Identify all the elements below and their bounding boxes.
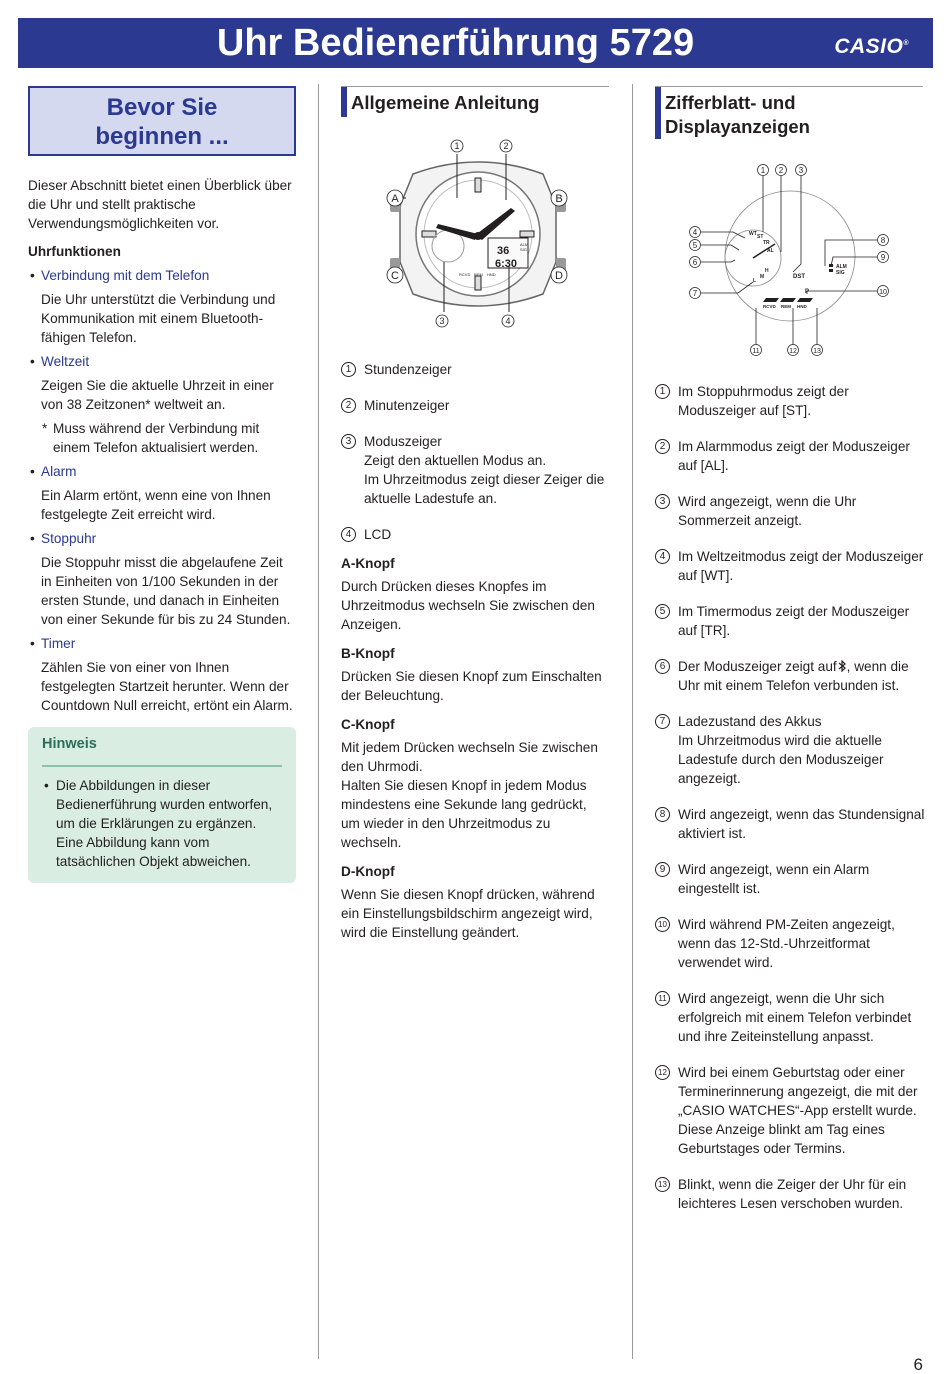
registered-mark: ® bbox=[903, 40, 909, 47]
feature-title: • Weltzeit bbox=[28, 352, 296, 371]
dial-m: M bbox=[760, 274, 765, 280]
button-desc bbox=[341, 554, 609, 634]
number-badge: 3 bbox=[655, 494, 670, 509]
feature-item bbox=[28, 529, 296, 629]
feature-item bbox=[28, 352, 296, 457]
hinweis-title: Hinweis bbox=[42, 735, 282, 767]
lcd-time: 6:30 bbox=[495, 258, 518, 270]
number-badge: 8 bbox=[655, 807, 670, 822]
number-badge: 2 bbox=[655, 439, 670, 454]
button-label-a: A bbox=[391, 193, 399, 205]
item-text: Im Alarmmodus zeigt der Moduszeiger auf [AL]. bbox=[678, 439, 910, 473]
number-badge: 13 bbox=[655, 1177, 670, 1192]
lcd-sig: SIG bbox=[520, 247, 527, 252]
feature-item bbox=[28, 634, 296, 715]
note-star: * bbox=[42, 421, 48, 436]
feature-item bbox=[28, 266, 296, 347]
button-label-b: B bbox=[555, 193, 563, 205]
feature-desc: Die Uhr unterstützt die Verbindung und Kommunikation mit einem Bluetooth-fähigen Telefon. bbox=[41, 292, 276, 345]
numbered-item bbox=[655, 382, 925, 420]
bluetooth-icon bbox=[838, 660, 846, 672]
feature-title: • Stoppuhr bbox=[28, 529, 296, 548]
item-text: Im Timermodus zeigt der Moduszeiger auf [TR]. bbox=[678, 604, 910, 638]
button-desc bbox=[341, 644, 609, 705]
callout-1: 1 bbox=[454, 141, 460, 151]
casio-logo bbox=[834, 34, 909, 56]
button-desc bbox=[341, 715, 609, 852]
numbered-item bbox=[655, 1063, 925, 1158]
callout-1: 1 bbox=[760, 166, 766, 175]
item-text: Wird angezeigt, wenn die Uhr Sommerzeit anzeigt. bbox=[678, 494, 857, 528]
button-text: Mit jedem Drücken wechseln Sie zwischen den Uhrmodi. bbox=[341, 740, 598, 774]
column-allgemeine-anleitung bbox=[341, 350, 609, 942]
sig-label: SIG bbox=[836, 270, 845, 276]
hnd-label: HND bbox=[797, 304, 807, 309]
button-label-d: D bbox=[555, 270, 563, 282]
zifferblatt-header bbox=[655, 86, 923, 138]
button-text: Wenn Sie diesen Knopf drücken, während ein Einstellungsbildschirm angezeigt wird, wird die Einstellung geändert. bbox=[341, 887, 595, 940]
page-number: 6 bbox=[913, 1355, 923, 1374]
item-text: Moduszeiger bbox=[364, 434, 442, 449]
numbered-item bbox=[655, 805, 925, 843]
item-text: Im Stoppuhrmodus zeigt der Moduszeiger auf [ST]. bbox=[678, 384, 849, 418]
numbered-item bbox=[655, 492, 925, 530]
numbered-item bbox=[655, 989, 925, 1046]
number-badge: 2 bbox=[341, 398, 356, 413]
number-badge: 11 bbox=[655, 991, 670, 1006]
item-text: LCD bbox=[364, 527, 392, 542]
callout-4: 4 bbox=[692, 228, 698, 237]
dst-label: DST bbox=[793, 274, 805, 280]
column-heading: Allgemeine Anleitung bbox=[351, 92, 540, 113]
numbered-item bbox=[341, 360, 609, 379]
button-text-2: Halten Sie diesen Knopf in jedem Modus mindestens eine Sekunde lang gedrückt, um wieder in den Uhrzeitmodus zu wechseln. bbox=[341, 778, 587, 850]
lcd-rcvd: RCVD bbox=[459, 272, 471, 277]
column-heading bbox=[665, 91, 810, 139]
page-title: Uhr Bedienerführung 5729 bbox=[216, 22, 695, 64]
callout-9: 9 bbox=[880, 253, 886, 262]
callout-2: 2 bbox=[503, 141, 509, 151]
dial-tr: TR bbox=[763, 240, 770, 246]
item-text: Blinkt, wenn die Zeiger der Uhr für ein leichteres Lesen verschoben wurden. bbox=[678, 1177, 907, 1211]
button-text: Durch Drücken dieses Knopfes im Uhrzeitmodus wechseln Sie zwischen den Anzeigen. bbox=[341, 579, 595, 632]
numbered-item bbox=[655, 547, 925, 585]
section-title-line2: beginnen ... bbox=[95, 123, 229, 150]
numbered-item bbox=[341, 396, 609, 415]
numbered-item bbox=[655, 860, 925, 898]
button-title: D-Knopf bbox=[341, 864, 395, 879]
item-text: Wird angezeigt, wenn ein Alarm eingestellt ist. bbox=[678, 862, 870, 896]
button-title: C-Knopf bbox=[341, 717, 395, 732]
dial-st: ST bbox=[757, 234, 764, 240]
callout-11: 11 bbox=[752, 348, 760, 355]
lcd-rem: REM bbox=[474, 272, 483, 277]
column-bevor-sie-beginnen bbox=[28, 86, 296, 883]
number-badge: 12 bbox=[655, 1065, 670, 1080]
callout-3: 3 bbox=[798, 166, 804, 175]
numbered-item bbox=[655, 602, 925, 640]
section-title-line1: Bevor Sie bbox=[106, 94, 218, 121]
number-badge: 7 bbox=[655, 714, 670, 729]
dial-wt: WT bbox=[749, 231, 757, 237]
numbered-item bbox=[655, 712, 925, 788]
callout-6: 6 bbox=[692, 258, 698, 267]
button-desc bbox=[341, 862, 609, 942]
note-text: Muss während der Verbindung mit einem Telefon aktualisiert werden. bbox=[53, 421, 260, 455]
lcd-top: 36 bbox=[497, 245, 510, 257]
feature-desc: Zählen Sie von einer von Ihnen festgelegten Startzeit herunter. Wenn der Countdown Null erreicht, ertönt ein Alarm. bbox=[41, 660, 293, 713]
dial-l: L bbox=[753, 278, 757, 284]
functions-heading: Uhrfunktionen bbox=[28, 244, 121, 259]
number-badge: 4 bbox=[655, 549, 670, 564]
heading-line1: Zifferblatt- und bbox=[665, 92, 796, 113]
item-line: Zeigt den aktuellen Modus an. bbox=[364, 453, 547, 468]
feature-desc: Die Stoppuhr misst die abgelaufene Zeit in Einheiten von 1/100 Sekunden in der ersten Stunde, und danach in Einheiten von einer Sekunde für bis zu 24 Stunden. bbox=[41, 555, 291, 627]
number-badge: 3 bbox=[341, 434, 356, 449]
watch-overview-figure bbox=[378, 136, 578, 332]
feature-desc: Ein Alarm ertönt, wenn eine von Ihnen festgelegte Zeit erreicht wird. bbox=[41, 488, 271, 522]
intro-text: Dieser Abschnitt bietet einen Überblick über die Uhr und stellt praktische Verwendungsmöglichkeiten vor. bbox=[28, 178, 292, 231]
item-text: Der Moduszeiger zeigt auf bbox=[678, 659, 837, 674]
callout-4: 4 bbox=[505, 316, 511, 326]
button-title: B-Knopf bbox=[341, 646, 395, 661]
header-accent-bar bbox=[655, 87, 661, 139]
column-zifferblatt bbox=[655, 382, 925, 1230]
header-banner bbox=[18, 18, 933, 68]
number-badge: 10 bbox=[655, 917, 670, 932]
rem-label: REM bbox=[781, 304, 791, 309]
item-text: Wird angezeigt, wenn die Uhr sich erfolgreich mit einem Telefon verbindet und ihre Zeiteinstellung anpasst. bbox=[678, 991, 912, 1044]
feature-title: • Verbindung mit dem Telefon bbox=[28, 266, 296, 285]
feature-title: • Timer bbox=[28, 634, 296, 653]
rcvd-label: RCVD bbox=[763, 304, 776, 309]
number-badge: 1 bbox=[655, 384, 670, 399]
button-text: Drücken Sie diesen Knopf zum Einschalten der Beleuchtung. bbox=[341, 669, 602, 703]
numbered-item bbox=[341, 432, 609, 508]
button-label-c: C bbox=[391, 270, 399, 282]
numbered-item bbox=[655, 437, 925, 475]
number-badge: 6 bbox=[655, 659, 670, 674]
item-text: Wird während PM-Zeiten angezeigt, wenn das 12-Std.-Uhrzeitformat verwendet wird. bbox=[678, 917, 895, 970]
dial-h: H bbox=[765, 268, 769, 274]
item-text: Ladezustand des Akkus bbox=[678, 714, 822, 729]
callout-3: 3 bbox=[439, 316, 445, 326]
hinweis-box bbox=[28, 727, 296, 883]
feature-note bbox=[28, 419, 296, 457]
button-title: A-Knopf bbox=[341, 556, 395, 571]
item-text: Minutenzeiger bbox=[364, 398, 450, 413]
callout-2: 2 bbox=[778, 166, 784, 175]
callout-8: 8 bbox=[880, 236, 886, 245]
column-divider-1 bbox=[318, 84, 319, 1359]
item-text: Im Weltzeitmodus zeigt der Moduszeiger auf [WT]. bbox=[678, 549, 924, 583]
item-text-b: , wenn die Uhr mit einem Telefon verbunden ist. bbox=[678, 659, 909, 693]
item-line: Im Uhrzeitmodus zeigt dieser Zeiger die aktuelle Ladestufe an. bbox=[364, 472, 605, 506]
numbered-item bbox=[655, 1175, 925, 1213]
callout-5: 5 bbox=[692, 241, 698, 250]
callout-10: 10 bbox=[879, 289, 887, 296]
p-label: P bbox=[805, 289, 810, 295]
number-badge: 9 bbox=[655, 862, 670, 877]
hinweis-text: • Die Abbildungen in dieser Bedienerführung wurden entworfen, um die Erklärungen zu ergänzen. Eine Abbildung kann vom tatsächlichen Objekt abweichen. bbox=[42, 776, 282, 871]
section-title-box bbox=[28, 86, 296, 156]
number-badge: 4 bbox=[341, 527, 356, 542]
numbered-item bbox=[341, 525, 609, 544]
dial-al: AL bbox=[767, 248, 774, 254]
dial-display-figure bbox=[683, 160, 897, 356]
feature-desc: Zeigen Sie die aktuelle Uhrzeit in einer von 38 Zeitzonen* weltweit an. bbox=[41, 378, 274, 412]
numbered-item bbox=[655, 915, 925, 972]
heading-line2: Displayanzeigen bbox=[665, 116, 810, 137]
callout-12: 12 bbox=[789, 348, 797, 355]
lcd-alm: ALM bbox=[520, 242, 529, 247]
number-badge: 1 bbox=[341, 362, 356, 377]
lcd-hnd: HND bbox=[487, 272, 496, 277]
item-text-2: Im Uhrzeitmodus wird die aktuelle Ladestufe durch den Moduszeiger angezeigt. bbox=[678, 733, 884, 786]
item-text: Stundenzeiger bbox=[364, 362, 452, 377]
callout-7: 7 bbox=[692, 289, 698, 298]
alm-label: ALM bbox=[836, 264, 847, 270]
feature-item bbox=[28, 462, 296, 524]
callout-13: 13 bbox=[813, 348, 821, 355]
feature-title: • Alarm bbox=[28, 462, 296, 481]
item-text: Wird bei einem Geburtstag oder einer Terminerinnerung angezeigt, die mit der „CASIO WATCHES“-App erstellt wurde. Diese Anzeige blinkt am Tag eines Geburtstages oder Termins. bbox=[678, 1065, 918, 1156]
number-badge: 5 bbox=[655, 604, 670, 619]
header-accent-bar bbox=[341, 87, 347, 117]
logo-text: CASIO bbox=[834, 35, 904, 58]
allgemeine-anleitung-header bbox=[341, 86, 609, 116]
item-text: Wird angezeigt, wenn das Stundensignal aktiviert ist. bbox=[678, 807, 925, 841]
numbered-item bbox=[655, 657, 925, 695]
column-divider-2 bbox=[632, 84, 633, 1359]
